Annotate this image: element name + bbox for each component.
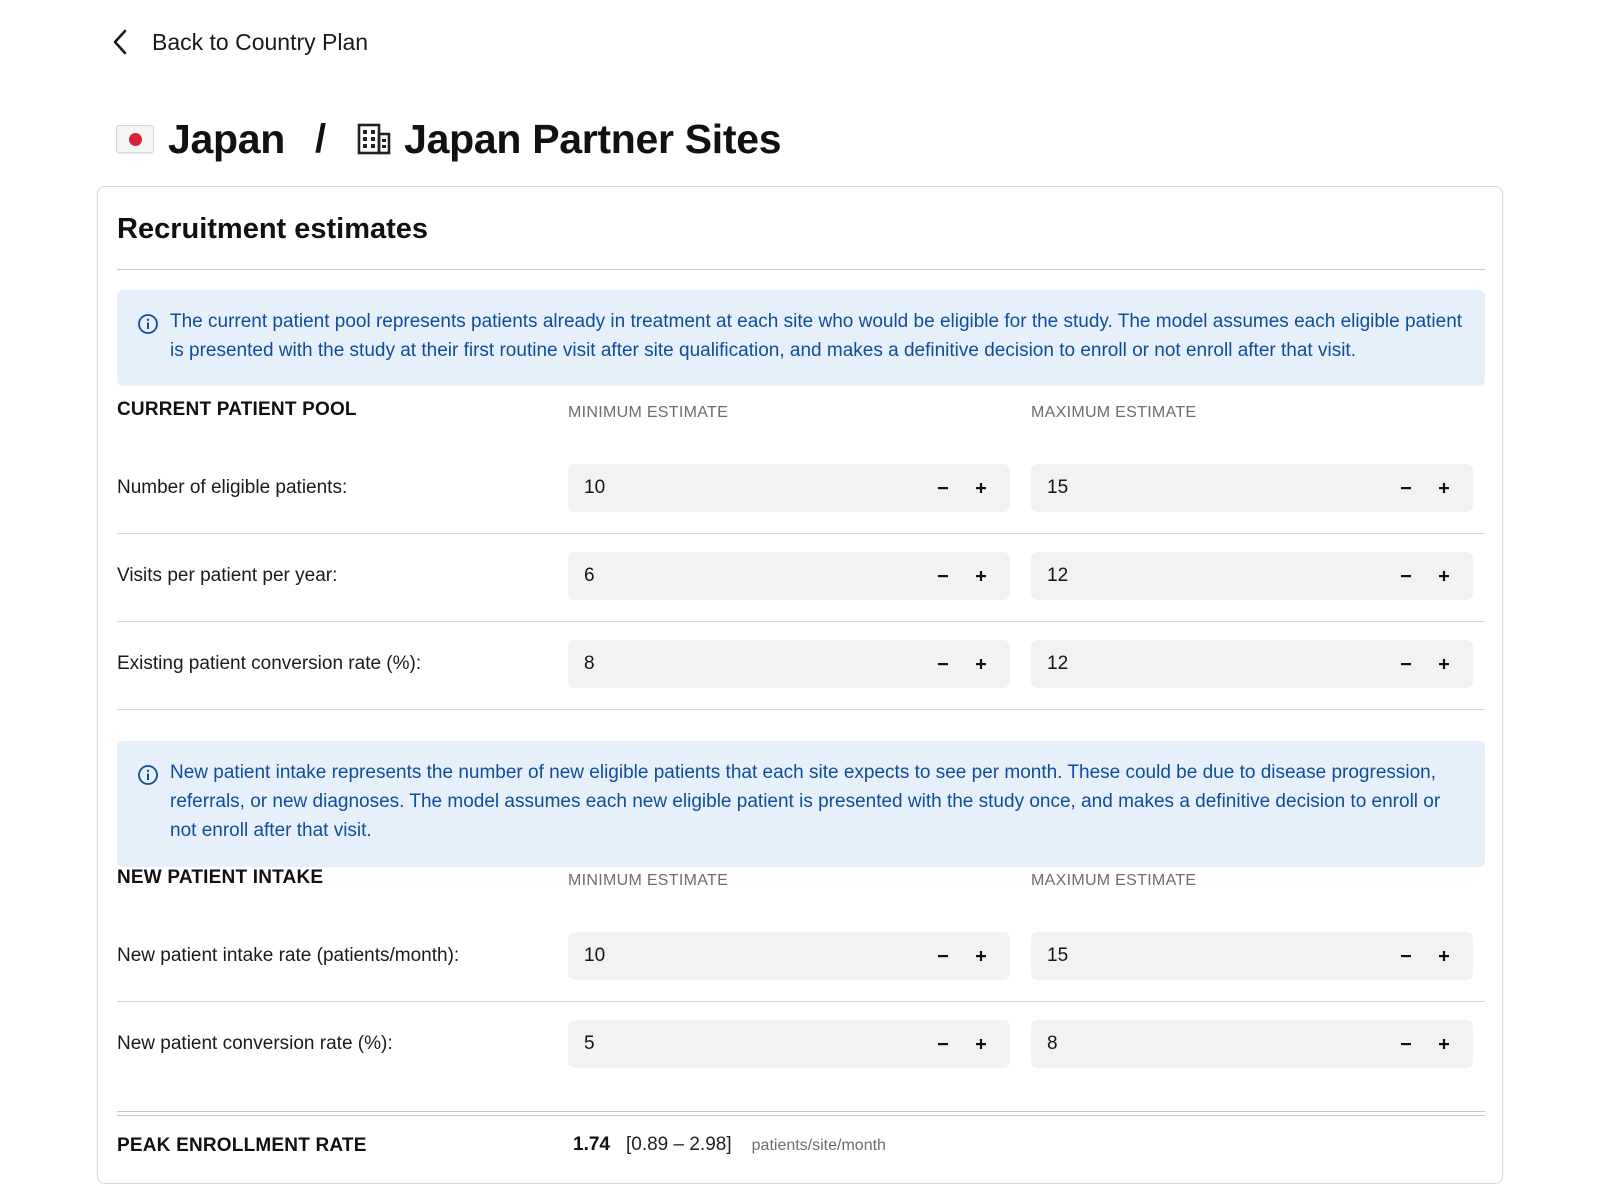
current-patient-pool-heading: CURRENT PATIENT POOL [117,399,357,420]
plus-icon[interactable] [966,941,996,971]
visits-per-year-max-stepper[interactable] [1031,552,1473,600]
stepper-value[interactable]: 5 [584,1033,595,1054]
stepper-value[interactable]: 12 [1047,653,1069,674]
breadcrumb-separator: / [315,116,327,161]
stepper-value[interactable]: 12 [1047,565,1069,586]
minus-icon[interactable] [1391,473,1421,503]
patient-pool-info-banner [117,290,1485,386]
eligible-patients-min-stepper[interactable] [568,464,1010,512]
recruitment-estimates-card [97,186,1503,1184]
peak-enrollment-values [573,1134,886,1156]
country-name: Japan [168,115,285,162]
stepper-value[interactable]: 8 [1047,1033,1058,1054]
eligible-patients-max-stepper[interactable] [1031,464,1473,512]
plus-icon[interactable] [966,1029,996,1059]
row-new-conversion-rate [117,1020,1485,1108]
visits-per-year-min-stepper[interactable] [568,552,1010,600]
row-eligible-patients [117,464,1485,552]
stepper-value[interactable]: 8 [584,653,595,674]
divider [117,1001,1485,1002]
stepper-value[interactable]: 6 [584,565,595,586]
row-visits-per-year [117,552,1485,640]
japan-flag-icon [116,125,154,153]
divider [117,709,1485,710]
minus-icon[interactable] [1391,1029,1421,1059]
info-text: The current patient pool represents patients already in treatment at each site who would be eligible for the study. The model assumes each eligible patient is presented with the study at their first routine visit after site qualification, and makes a definitive decision to enroll or not enroll after that visit. [170,311,1463,361]
row-label: Number of eligible patients: [117,477,348,498]
divider [117,1111,1485,1116]
row-label: Visits per patient per year: [117,565,338,586]
minus-icon[interactable] [928,473,958,503]
intake-rate-max-stepper[interactable] [1031,932,1473,980]
stepper-value[interactable]: 15 [1047,477,1069,498]
plus-icon[interactable] [1429,649,1459,679]
intake-rate-min-stepper[interactable] [568,932,1010,980]
info-icon [137,313,159,335]
stepper-value[interactable]: 10 [584,945,606,966]
new-patient-intake-heading: NEW PATIENT INTAKE [117,867,324,888]
plus-icon[interactable] [966,473,996,503]
card-title: Recruitment estimates [117,213,429,245]
peak-enrollment-label: PEAK ENROLLMENT RATE [117,1135,367,1156]
plus-icon[interactable] [966,561,996,591]
stepper-value[interactable]: 15 [1047,945,1069,966]
divider [117,621,1485,622]
new-patient-info-banner [117,741,1485,867]
minus-icon[interactable] [928,941,958,971]
site-group-name: Japan Partner Sites [404,115,782,162]
building-icon [356,121,392,157]
plus-icon[interactable] [1429,561,1459,591]
intake-min-header: MINIMUM ESTIMATE [568,872,729,889]
plus-icon[interactable] [1429,1029,1459,1059]
existing-conversion-min-stepper[interactable] [568,640,1010,688]
minus-icon[interactable] [1391,561,1421,591]
minus-icon[interactable] [1391,941,1421,971]
plus-icon[interactable] [1429,473,1459,503]
back-link-label: Back to Country Plan [152,28,369,55]
pool-min-header: MINIMUM ESTIMATE [568,404,729,421]
minus-icon[interactable] [928,561,958,591]
new-conversion-max-stepper[interactable] [1031,1020,1473,1068]
peak-enrollment-range: [0.89 – 2.98] [625,1134,732,1155]
peak-enrollment-value: 1.74 [573,1134,610,1155]
minus-icon[interactable] [928,649,958,679]
new-conversion-min-stepper[interactable] [568,1020,1010,1068]
row-intake-rate [117,932,1485,1020]
divider [117,533,1485,534]
intake-max-header: MAXIMUM ESTIMATE [1031,872,1197,889]
pool-max-header: MAXIMUM ESTIMATE [1031,404,1197,421]
stepper-value[interactable]: 10 [584,477,606,498]
row-label: Existing patient conversion rate (%): [117,653,422,674]
existing-conversion-max-stepper[interactable] [1031,640,1473,688]
back-to-country-plan-link[interactable] [112,26,368,58]
plus-icon[interactable] [1429,941,1459,971]
row-label: New patient intake rate (patients/month): [117,945,460,966]
minus-icon[interactable] [928,1029,958,1059]
info-text: New patient intake represents the number of new eligible patients that each site expects to see per month. These could be due to disease progression, referrals, or new diagnoses. The model assumes each new eligible patient is presented with the study once, and makes a definitive decision to enroll or not enroll after that visit. [170,762,1441,841]
plus-icon[interactable] [966,649,996,679]
row-label: New patient conversion rate (%): [117,1033,393,1054]
chevron-left-icon [112,28,132,56]
peak-enrollment-unit: patients/site/month [751,1137,886,1154]
divider [117,269,1485,270]
page-title [116,112,781,166]
info-icon [137,764,159,786]
row-existing-conversion-rate [117,640,1485,728]
minus-icon[interactable] [1391,649,1421,679]
